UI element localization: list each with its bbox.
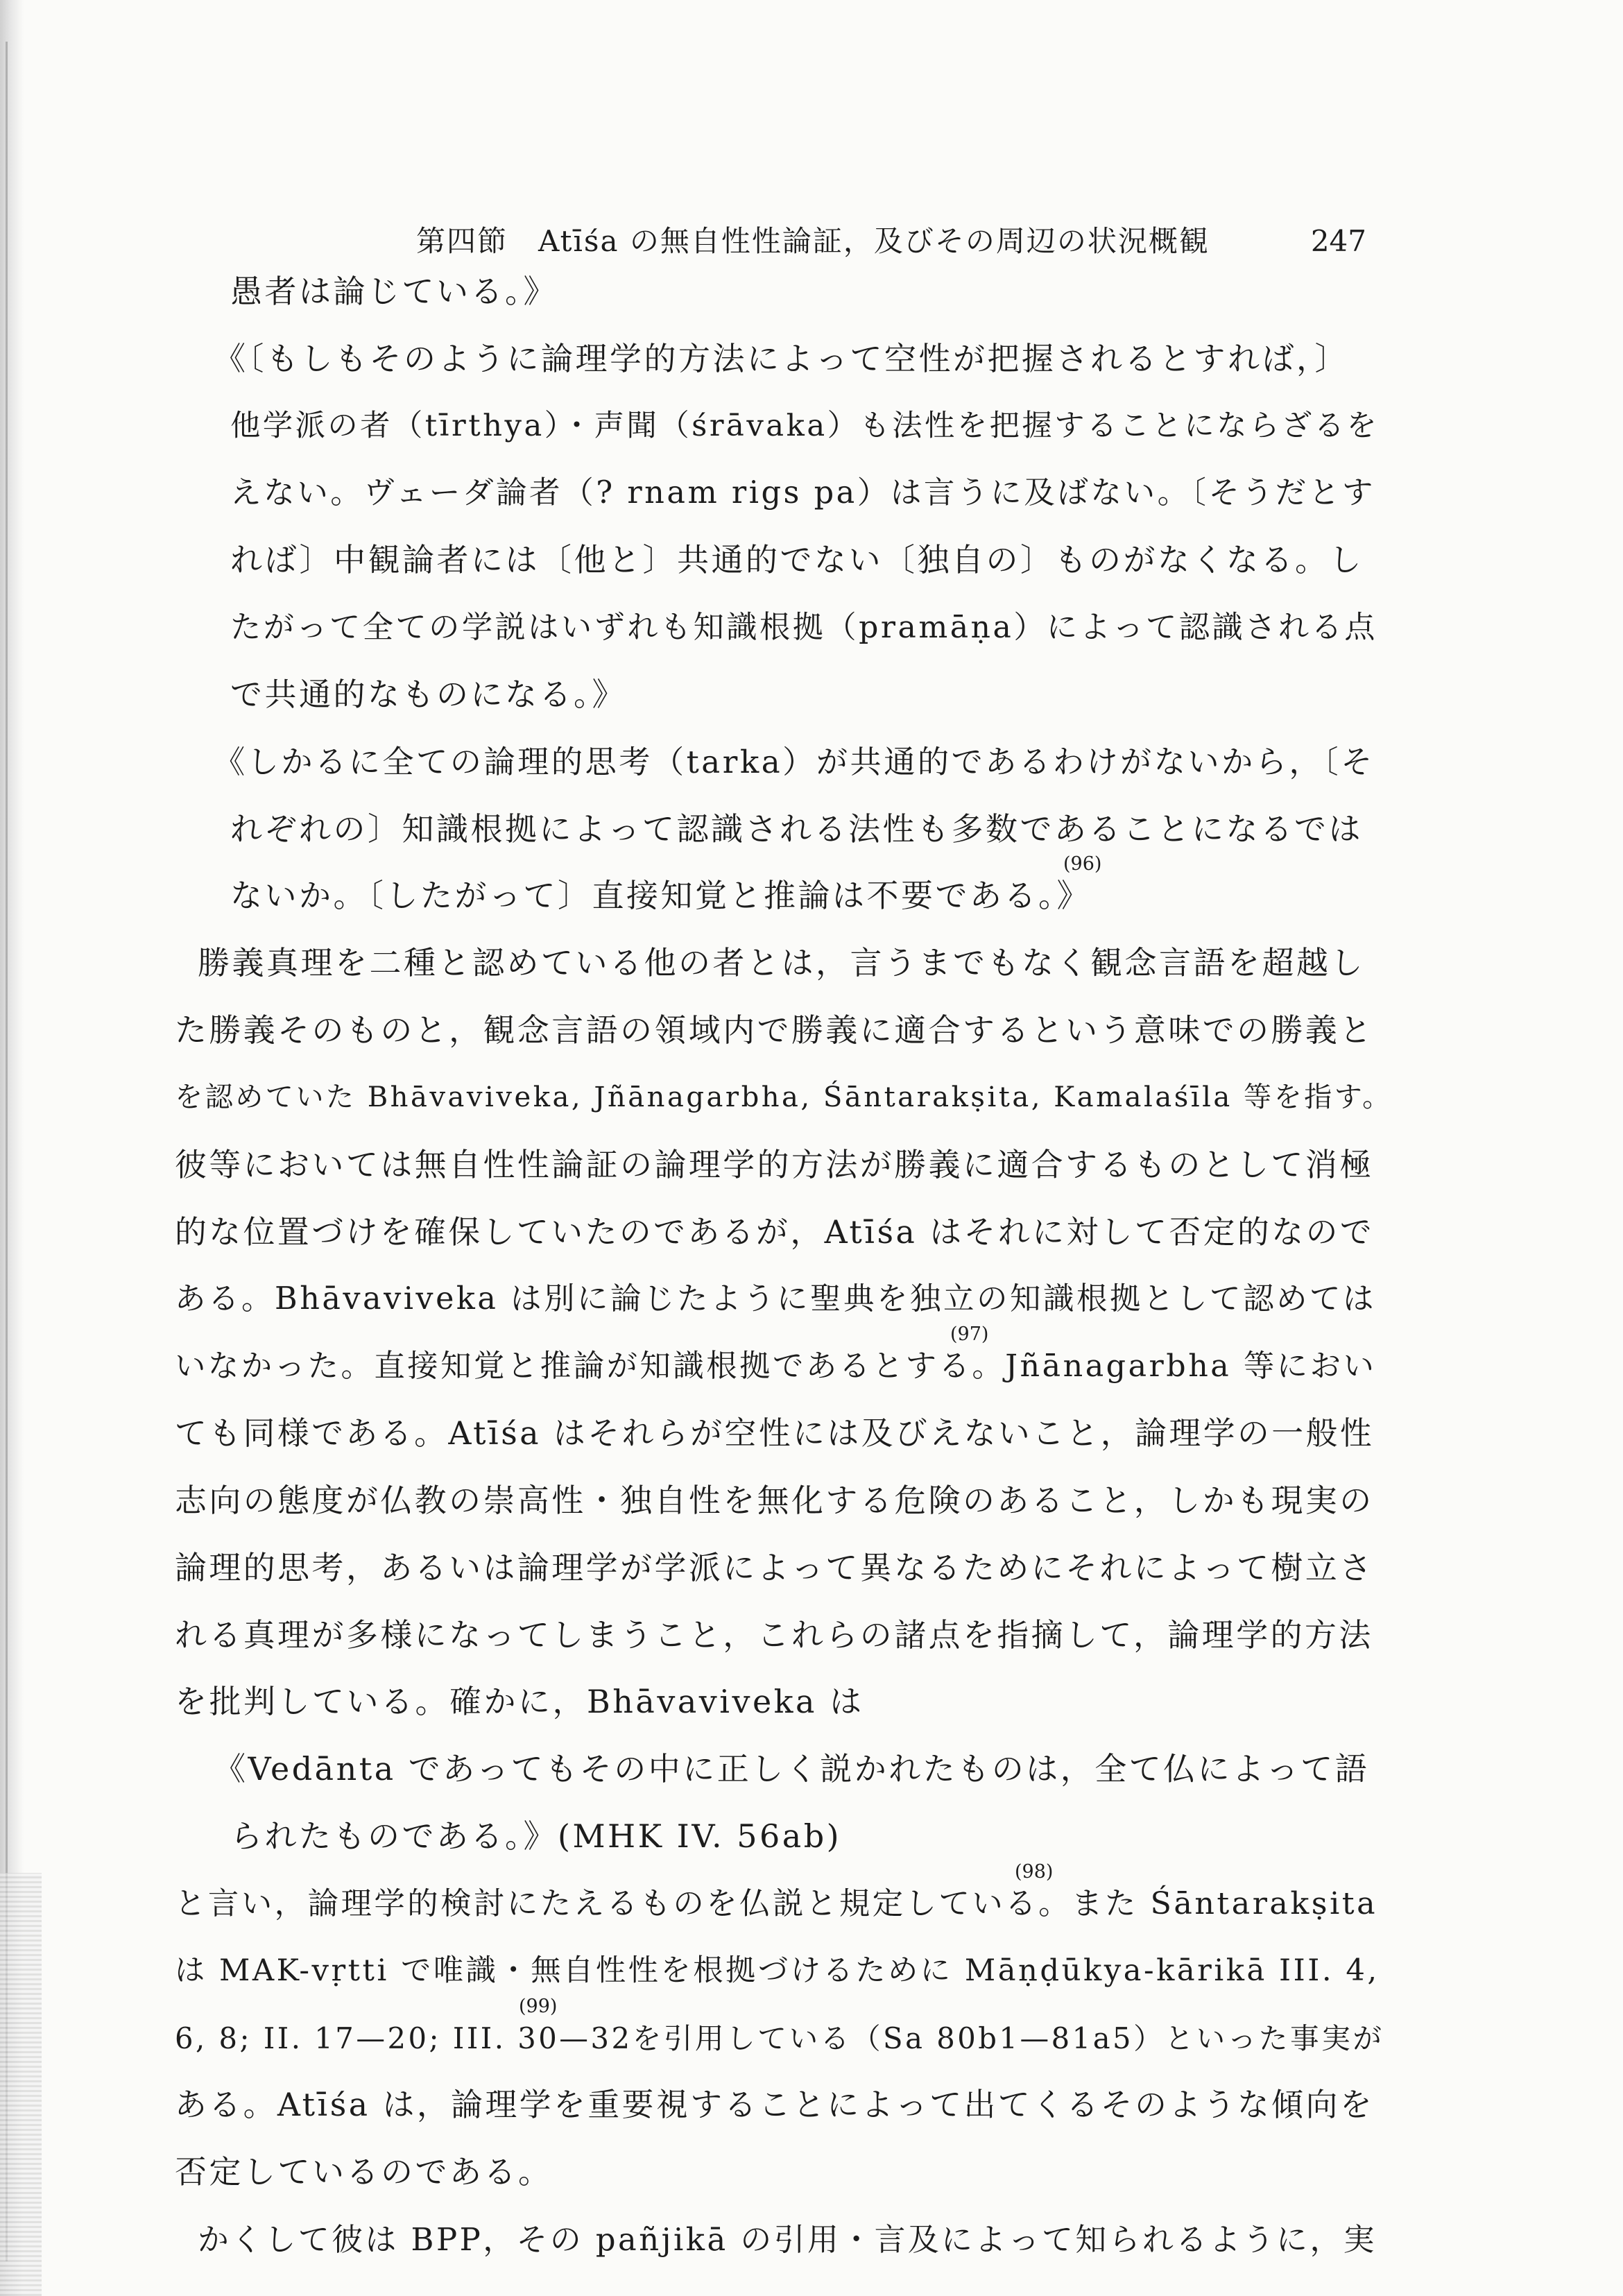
text-line: で共通的なものになる。》: [230, 676, 626, 713]
text-line: 論理的思考，あるいは論理学が学派によって異なるためにそれによって樹立さ: [175, 1549, 1374, 1586]
running-header: [416, 221, 1366, 262]
text-line: えない。ヴェーダ論者（? rnam rigs pa）は言うに及ばない。〔そうだとす: [230, 474, 1375, 511]
text-line: ても同様である。Atīśa はそれらが空性には及びえないこと，論理学の一般性: [175, 1414, 1375, 1452]
text-line: 愚者は論じている。》: [230, 273, 558, 310]
text-line: 6, 8; II. 17—20; III. 30—32を引用している（Sa 80b1—81a5）といった事実が: [175, 2021, 1384, 2055]
text-line: た勝義そのものと，観念言語の領域内で勝義に適合するという意味での勝義と: [175, 1011, 1374, 1049]
text-line: 否定しているのである。: [175, 2153, 553, 2191]
text-line: れぞれの〕知識根拠によって認識される法性も多数であることになるでは: [230, 810, 1364, 848]
footnote-marker: (97): [950, 1323, 989, 1345]
text-line: 彼等においては無自性性論証の論理学的方法が勝義に適合するものとして消極: [175, 1146, 1374, 1183]
footnote-marker: (98): [1015, 1861, 1054, 1883]
footnote-marker: (99): [519, 1996, 558, 2017]
text-line: られたものである。》(MHK IV. 56ab): [230, 1817, 842, 1855]
text-line: 《しかるに全ての論理的思考（tarka）が共通的であるわけがないから，〔そ: [214, 744, 1375, 780]
text-line: ある。Atīśa は，論理学を重要視することによって出てくるそのような傾向を: [175, 2086, 1375, 2123]
page-number: 247: [1310, 224, 1366, 258]
text-line: は MAK-vṛtti で唯識・無自性性を根拠づけるために Māṇḍūkya-kārikā III. 4,: [175, 1953, 1380, 1988]
scan-grain: [0, 1873, 42, 2296]
running-title: 第四節 Atīśa の無自性性論証，及びその周辺の状況概観: [416, 224, 1210, 258]
text-line: れば〕中観論者には〔他と〕共通的でない〔独自の〕ものがなくなる。し: [230, 541, 1364, 579]
text-line: 《Vedānta であってもその中に正しく説かれたものは，全て仏によって語: [214, 1750, 1370, 1788]
text-line: 勝義真理を二種と認めている他の者とは，言うまでもなく観念言語を超越し: [198, 944, 1365, 982]
footnote-marker: (96): [1063, 853, 1102, 875]
text-line: かくして彼は BPP，その pañjikā の引用・言及によって知られるように，実: [198, 2221, 1377, 2258]
text-line: れる真理が多様になってしまうこと，これらの諸点を指摘して，論理学的方法: [175, 1616, 1373, 1654]
text-line: 志向の態度が仏教の崇高性・独自性を無化する危険のあること，しかも現実の: [175, 1482, 1374, 1519]
text-line: 《〔もしもそのように論理学的方法によって空性が把握されるとすれば，〕: [214, 340, 1349, 377]
text-line: 他学派の者（tīrthya）・声聞（śrāvaka）も法性を把握することにならざるを: [230, 409, 1380, 443]
text-line: たがって全ての学説はいずれも知識根拠（pramāṇa）によって認識される点: [230, 610, 1377, 645]
text-line: いなかった。直接知覚と推論が知識根拠であるとする。Jñānagarbha 等におい: [175, 1348, 1377, 1384]
text-line: 的な位置づけを確保していたのであるが，Atīśa はそれに対して否定的なので: [175, 1213, 1375, 1251]
text-line: を認めていた Bhāvaviveka, Jñānagarbha, Śāntarakṣita, Kamalaśīla 等を指す。: [175, 1081, 1393, 1113]
text-line: と言い，論理学的検討にたえるものを仏説と規定している。また Śāntarakṣita: [175, 1886, 1378, 1921]
text-line: を批判している。確かに，Bhāvaviveka は: [175, 1683, 864, 1720]
text-line: ある。Bhāvaviveka は別に論じたように聖典を独立の知識根拠として認めては: [175, 1281, 1377, 1317]
text-line: ないか。〔したがって〕直接知覚と推論は不要である。》: [230, 877, 1091, 914]
